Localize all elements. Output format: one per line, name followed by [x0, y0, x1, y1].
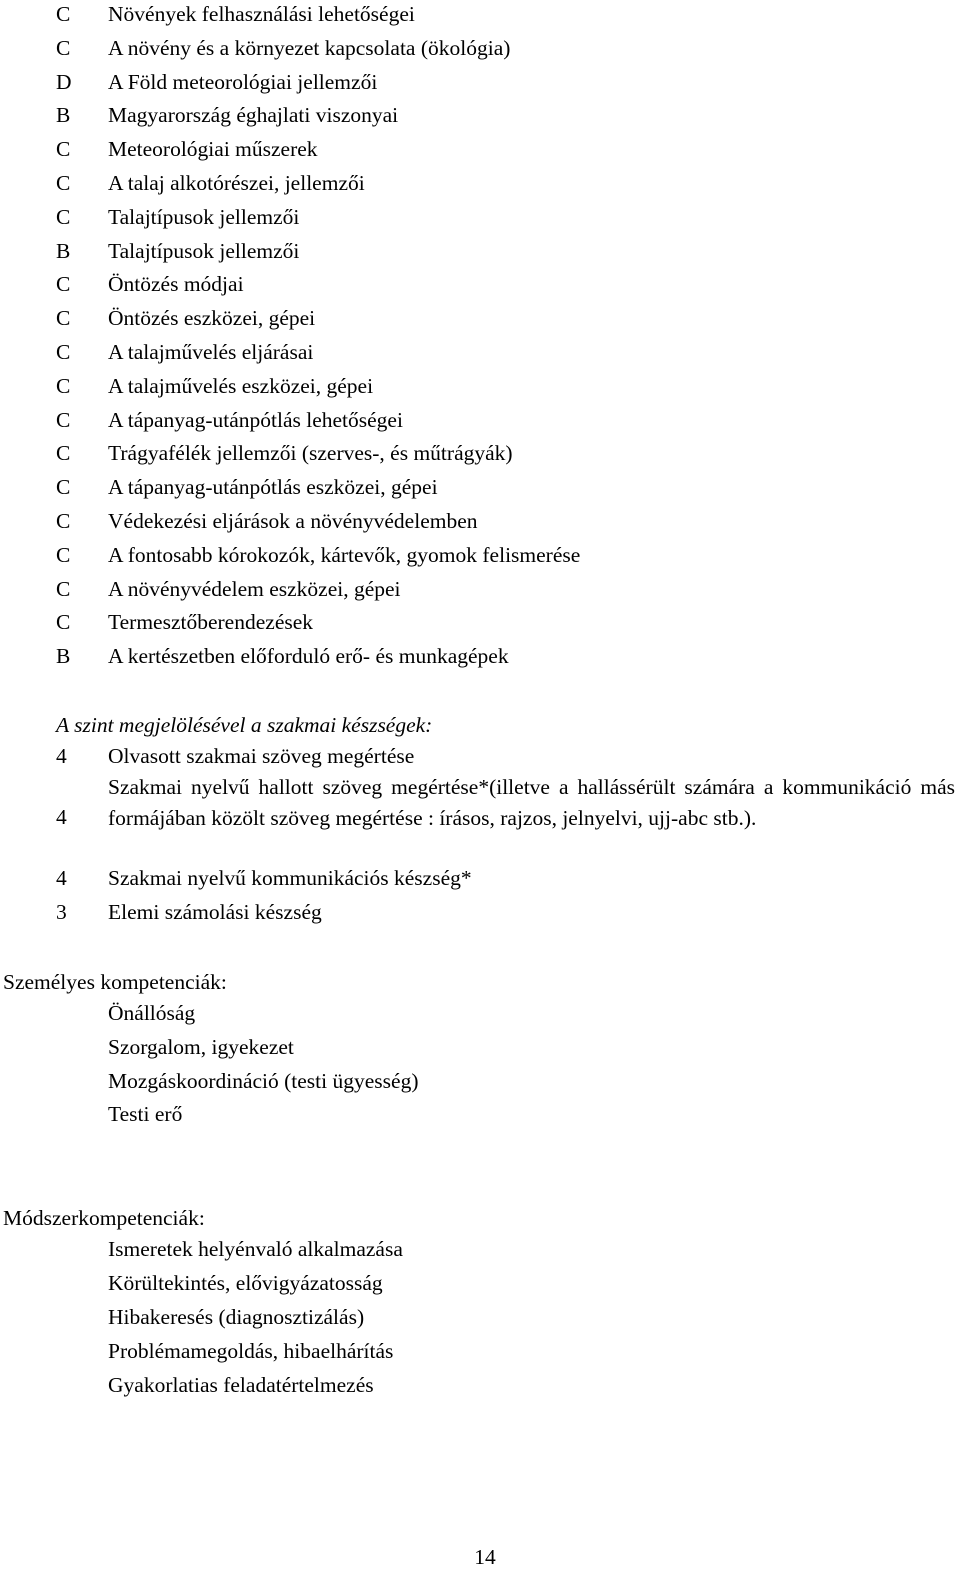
- skills-heading: A szint megjelölésével a szakmai készségek:: [56, 713, 433, 737]
- subject-level: C: [56, 576, 71, 601]
- personal-item: Önállóság: [108, 1001, 196, 1025]
- subject-level: C: [56, 272, 71, 297]
- subject-row: [0, 639, 960, 673]
- subject-text: Trágyafélék jellemzői (szerves-, és műtrágyák): [108, 441, 513, 466]
- skill-level: 4: [56, 805, 67, 829]
- subject-level: C: [56, 407, 71, 432]
- subject-level: C: [56, 2, 71, 26]
- subject-row: [0, 98, 960, 132]
- subject-level: C: [56, 306, 71, 331]
- skill-text: Szakmai nyelvű hallott szöveg megértése*(illetve a hallássérült számára a kommunikáció más formájában közölt szöveg megértése : írásos, rajzos, jelnyelvi, ujj-abc stb.).: [108, 775, 955, 830]
- subject-level: C: [56, 35, 71, 60]
- skill-row: [0, 739, 960, 773]
- skill-text: Szakmai nyelvű kommunikációs készség*: [108, 866, 472, 890]
- subject-level: C: [56, 340, 71, 364]
- personal-item: Testi erő: [108, 1102, 183, 1126]
- subject-row: [0, 234, 960, 268]
- subject-text: Magyarország éghajlati viszonyai: [108, 103, 399, 128]
- subject-text: Védekezési eljárások a növényvédelemben: [108, 509, 478, 533]
- subject-row: [0, 369, 960, 403]
- subject-text: A tápanyag-utánpótlás lehetőségei: [108, 407, 403, 432]
- subject-text: Meteorológiai műszerek: [108, 137, 318, 162]
- subject-text: Növények felhasználási lehetőségei: [108, 2, 415, 26]
- subject-level: C: [56, 373, 71, 398]
- subject-level: C: [56, 137, 71, 162]
- method-item: Körültekintés, elővigyázatosság: [108, 1271, 383, 1295]
- method-item: Hibakeresés (diagnosztizálás): [108, 1305, 365, 1329]
- subject-text: A talajművelés eljárásai: [108, 340, 314, 364]
- skill-row: [0, 895, 960, 929]
- subject-text: Talajtípusok jellemzői: [108, 204, 300, 229]
- subject-row: [0, 65, 960, 99]
- subject-text: Termesztőberendezések: [108, 610, 314, 635]
- subject-level: C: [56, 509, 71, 533]
- subject-row: [0, 200, 960, 234]
- subject-text: A tápanyag-utánpótlás eszközei, gépei: [108, 475, 438, 500]
- subject-row: [0, 0, 960, 31]
- subject-row: [0, 166, 960, 200]
- subject-text: Öntözés eszközei, gépei: [108, 306, 316, 331]
- skill-level: 4: [56, 744, 67, 768]
- subject-level: B: [56, 103, 71, 128]
- subject-row: [0, 31, 960, 65]
- method-item: Problémamegoldás, hibaelhárítás: [108, 1339, 394, 1363]
- subject-row: [0, 504, 960, 538]
- subject-text: A növényvédelem eszközei, gépei: [108, 576, 401, 601]
- subject-level: B: [56, 238, 71, 263]
- subject-row: [0, 132, 960, 166]
- subject-row: [0, 436, 960, 470]
- personal-competencies-heading: Személyes kompetenciák:: [3, 970, 227, 994]
- subject-row: [0, 572, 960, 606]
- page-number: 14: [474, 1545, 496, 1569]
- subject-text: A fontosabb kórokozók, kártevők, gyomok felismerése: [108, 542, 581, 567]
- personal-item: Szorgalom, igyekezet: [108, 1035, 294, 1059]
- personal-item: Mozgáskoordináció (testi ügyesség): [108, 1069, 419, 1093]
- subject-row: [0, 403, 960, 437]
- subject-row: [0, 301, 960, 335]
- method-item: Ismeretek helyénvaló alkalmazása: [108, 1237, 403, 1261]
- subject-level: B: [56, 644, 71, 669]
- subject-row: [0, 267, 960, 301]
- subject-level: C: [56, 542, 71, 567]
- method-item: Gyakorlatias feladatértelmezés: [108, 1373, 374, 1397]
- subject-level: C: [56, 204, 71, 229]
- subject-row: [0, 538, 960, 572]
- subject-level: C: [56, 441, 71, 466]
- subject-level: C: [56, 171, 71, 195]
- subject-text: A növény és a környezet kapcsolata (ökológia): [108, 35, 511, 60]
- subject-level: C: [56, 475, 71, 500]
- subject-text: Talajtípusok jellemzői: [108, 238, 300, 263]
- subject-text: Öntözés módjai: [108, 272, 244, 297]
- subject-row: [0, 605, 960, 639]
- skill-level: 4: [56, 866, 67, 890]
- subject-row: [0, 335, 960, 369]
- subject-level: D: [56, 69, 72, 94]
- method-competencies-heading: Módszerkompetenciák:: [3, 1206, 205, 1230]
- subject-text: A talajművelés eszközei, gépei: [108, 373, 374, 398]
- skill-row-multiline: [0, 772, 960, 864]
- subject-text: A Föld meteorológiai jellemzői: [108, 69, 378, 94]
- subject-text: A kertészetben előforduló erő- és munkagépek: [108, 644, 509, 669]
- subject-level: C: [56, 610, 71, 635]
- skill-text: Elemi számolási készség: [108, 900, 322, 924]
- skill-text: Olvasott szakmai szöveg megértése: [108, 744, 415, 768]
- subject-row: [0, 470, 960, 504]
- skill-level: 3: [56, 900, 67, 924]
- skill-row: [0, 861, 960, 895]
- subject-text: A talaj alkotórészei, jellemzői: [108, 171, 365, 195]
